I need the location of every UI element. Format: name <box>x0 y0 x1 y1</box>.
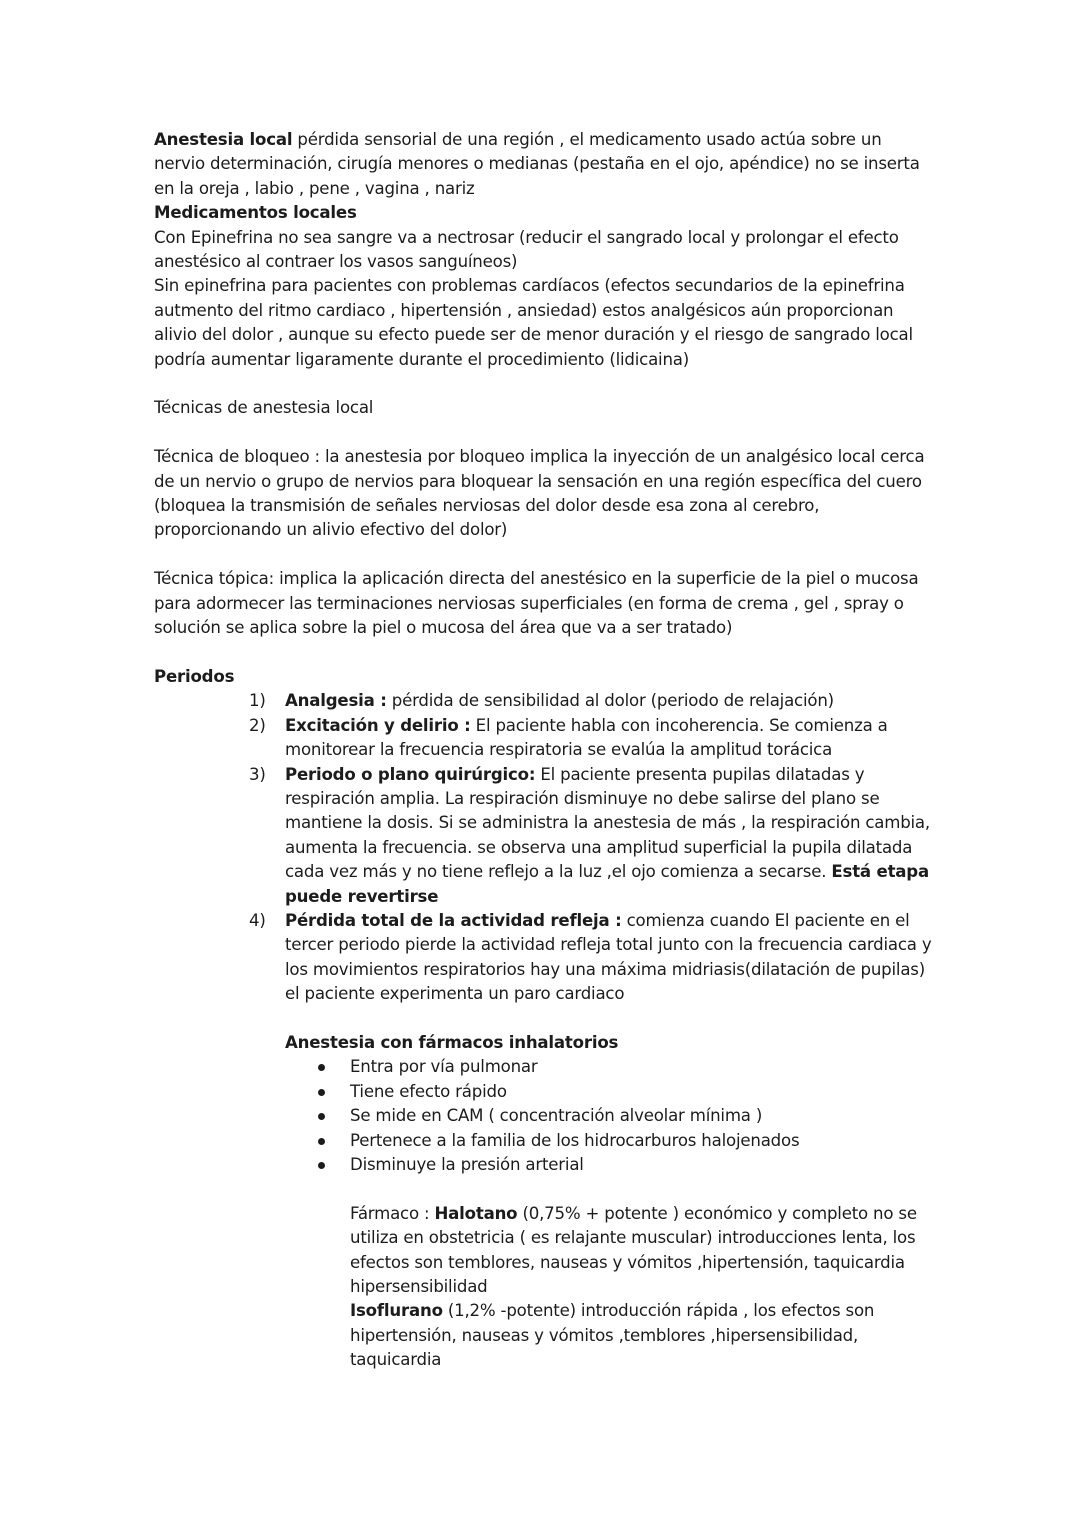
bullet-item <box>318 1055 934 1079</box>
bullet-icon <box>318 1064 325 1071</box>
periodo-title: Analgesia : <box>285 691 387 711</box>
periodo-item-1 <box>249 689 934 713</box>
periodo-item-4 <box>249 909 934 1007</box>
periodo-bold-end: Está etapa puede revertirse <box>285 862 929 906</box>
tecnica-bloqueo-paragraph: Técnica de bloqueo : la anestesia por bloqueo implica la inyección de un analgésico local cerca de un nervio o grupo de nervios para bloquear la sensación en una región específica del cuero (bloquea la transmisión de señales nerviosas del dolor desde esa zona al cerebro, proporcionando un alivio efectivo del dolor) <box>154 447 925 540</box>
bullet-text: Disminuye la presión arterial <box>350 1154 584 1174</box>
inhalatorios-heading-text: Anestesia con fármacos inhalatorios <box>285 1032 619 1052</box>
bullet-item <box>318 1153 934 1177</box>
inhalatorios-bullet-list <box>318 1055 934 1177</box>
periodos-heading <box>154 665 934 689</box>
bullet-text: Pertenece a la familia de los hidrocarburos halojenados <box>350 1130 800 1150</box>
bullet-icon <box>318 1113 325 1120</box>
isoflurano-text: (1,2% -potente) introducción rápida , los efectos son hipertensión, nauseas y vómitos ,temblores ,hipersensibilidad, taquicardia <box>350 1301 875 1370</box>
sin-epinefrina-paragraph: Sin epinefrina para pacientes con problemas cardíacos (efectos secundarios de la epinefrina autmento del ritmo cardiaco , hipertensión , ansiedad) estos analgésicos aún proporcionan alivio del dolor , aunque su efecto puede ser de menor duración y el riesgo de sangrado local podría aumentar ligaramente durante el procedimiento (lidicaina) <box>154 276 913 369</box>
tecnica-topica-paragraph: Técnica tópica: implica la aplicación directa del anestésico en la superficie de la piel o mucosa para adormecer las terminaciones nerviosas superficiales (en forma de crema , gel , spray o solución se aplica sobre la piel o mucosa del área que va a ser tratado) <box>154 569 919 638</box>
medicamentos-heading-text: Medicamentos locales <box>154 203 357 223</box>
periodo-title: Excitación y delirio : <box>285 715 471 735</box>
intro-term: Anestesia local <box>154 130 293 149</box>
bullet-item <box>318 1129 934 1153</box>
periodo-title: Pérdida total de la actividad refleja : <box>285 910 622 930</box>
farmacos-block <box>350 1202 920 1373</box>
inhalatorios-heading <box>285 1031 934 1055</box>
periodo-number: 2) <box>249 715 266 735</box>
bullet-icon <box>318 1089 325 1096</box>
medicamentos-heading <box>154 201 934 225</box>
periodos-heading-text: Periodos <box>154 666 235 686</box>
periodos-list <box>249 689 934 1006</box>
periodo-number: 4) <box>249 910 266 930</box>
bullet-text: Se mide en CAM ( concentración alveolar mínima ) <box>350 1106 763 1126</box>
farmaco-prefix: Fármaco : <box>350 1203 435 1223</box>
periodo-text: El paciente habla con incoherencia. Se comienza a monitorear la frecuencia respiratoria se evalúa la amplitud torácica <box>285 715 888 760</box>
intro-paragraph <box>154 128 934 201</box>
halotano-text: (0,75% + potente ) económico y completo no se utiliza en obstetricia ( es relajante muscular) introducciones lenta, los efectos son temblores, nauseas y vómitos ,hipertensión, taquicardia hipersensibilidad <box>350 1203 917 1296</box>
periodo-item-2 <box>249 714 934 763</box>
bullet-text: Tiene efecto rápido <box>350 1081 507 1101</box>
bullet-icon <box>318 1162 325 1169</box>
inhalatorios-section <box>285 1031 934 1373</box>
bullet-item <box>318 1104 934 1128</box>
tecnicas-heading: Técnicas de anestesia local <box>154 398 374 418</box>
periodo-title: Periodo o plano quirúrgico: <box>285 764 536 784</box>
document-page <box>154 128 934 1373</box>
periodo-text: El paciente presenta pupilas dilatadas y respiración amplia. La respiración disminuye no debe salirse del plano se mantiene la dosis. Si se administra la anestesia de más , la respiración cambia, aumenta la frecuencia. se observa una amplitud superficial la pupila dilatada cada vez más y no tiene reflejo a la luz ,el ojo comienza a secarse. <box>285 764 930 882</box>
con-epinefrina-paragraph: Con Epinefrina no sea sangre va a nectrosar (reducir el sangrado local y prolongar el efecto anestésico al contraer los vasos sanguíneos) <box>154 227 899 272</box>
isoflurano-name: Isoflurano <box>350 1301 443 1321</box>
periodo-text: pérdida de sensibilidad al dolor (periodo de relajación) <box>386 691 834 711</box>
periodo-text: comienza cuando El paciente en el tercer periodo pierde la actividad refleja total junto con la frecuencia cardiaca y los movimientos respiratorios hay una máxima midriasis(dilatación de pupilas) el paciente experimenta un paro cardiaco <box>285 910 932 1004</box>
periodo-item-3 <box>249 763 934 909</box>
isoflurano-paragraph <box>350 1299 920 1372</box>
periodo-number: 3) <box>249 764 266 784</box>
bullet-icon <box>318 1138 325 1145</box>
bullet-text: Entra por vía pulmonar <box>350 1057 538 1077</box>
halotano-paragraph <box>350 1202 920 1300</box>
intro-text: pérdida sensorial de una región , el medicamento usado actúa sobre un nervio determinación, cirugía menores o medianas (pestaña en el ojo, apéndice) no se inserta en la oreja , labio , pene , vagina , nariz <box>154 130 920 198</box>
bullet-item <box>318 1080 934 1104</box>
periodo-number: 1) <box>249 691 266 711</box>
halotano-name: Halotano <box>434 1203 518 1223</box>
